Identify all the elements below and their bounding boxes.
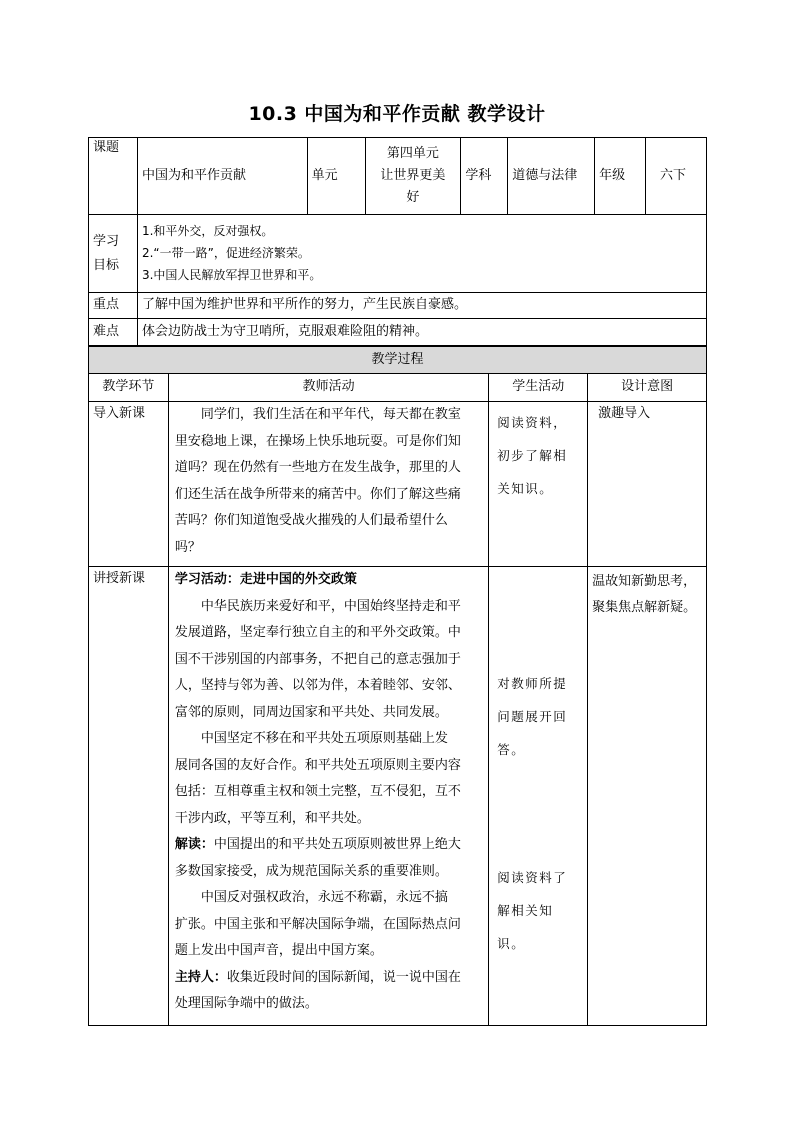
explain-label: 解读： [174,837,214,852]
header-stage: 教学环节 [89,374,169,402]
text-line [175,965,482,992]
activity-title: 学习活动：走进中国的外交政策 [174,572,357,587]
text-line: 人，坚持与邻为善、以邻为伴，本着睦邻、安邻、 [174,678,461,693]
difficulty-value: 体会边防战士为守卫哨所，克服艰难险阻的精神。 [137,319,706,346]
subject-value: 道德与法律 [508,138,595,215]
lesson-info-table [88,137,707,346]
goals-label [89,215,138,293]
unit-value [365,138,461,215]
text-line: 题上发出中国声音，提出中国方案。 [174,943,383,958]
teacher-intro-text [169,402,488,561]
text-line: 干涉内政，平等互利，和平共处。 [174,810,370,826]
student-intro [489,402,588,567]
text-line: 中华民族历来爱好和平，中国始终坚持走和平 [200,598,461,614]
text-line: 多数国家接受，成为规范国际关系的重要准则。 [174,863,448,879]
difficulty-label: 难点 [89,319,138,346]
text-line: 们还生活在战争所带来的痛苦中。你们了解这些痛 [174,486,461,502]
goal-item: 2.“一带一路”，促进经济繁荣。 [141,246,310,260]
text-line: 处理国际争端中的做法。 [174,996,318,1011]
teaching-process-table [88,346,707,1026]
text-line: 道吗？现在仍然有一些地方在发生战争，那里的人 [174,460,461,475]
unit-value-line: 好 [406,190,420,205]
goals-list [137,215,706,293]
intent-lesson [588,567,707,1026]
text-line: 扩张。中国主张和平解决国际争端，在国际热点问 [174,916,461,932]
key-point-label: 重点 [89,293,138,319]
text-line: 中国反对强权政治，永远不称霸，永远不搞 [200,890,448,905]
header-teacher: 教师活动 [168,374,488,402]
unit-value-line: 让世界更美 [380,168,446,183]
text-line: 富邻的原则，同周边国家和平共处、共同发展。 [174,704,448,720]
text-line: 同学们，我们生活在和平年代，每天都在教室 [200,407,461,422]
unit-label: 单元 [307,138,365,215]
text-line: 阅读资料， [497,415,568,430]
host-label: 主持人： [174,969,227,985]
text-line: 吗？ [174,539,201,555]
student-lesson-b [489,766,587,960]
host-text: 收集近段时间的国际新闻，说一说中国在 [226,969,461,985]
text-line: 展同各国的友好合作。和平共处五项原则主要内容 [174,757,461,773]
text-line: 聚集焦点解新疑。 [592,600,697,615]
goal-item: 1.和平外交，反对强权。 [141,224,274,238]
text-line: 关知识。 [497,481,554,496]
student-lesson [489,567,588,1026]
grade-value: 六下 [646,138,707,215]
subject-label: 学科 [461,138,508,215]
text-line: 初步了解相 [497,448,568,463]
explain-text: 中国提出的和平共处五项原则被世界上绝大 [213,837,461,852]
text-line: 里安稳地上课，在操场上快乐地玩耍。可是你们知 [174,433,461,449]
grade-label: 年级 [595,138,646,215]
text-line: 包括：互相尊重主权和领土完整，互不侵犯，互不 [174,784,461,799]
text-line: 国不干涉别国的内部事务，不把自己的意志强加于 [174,651,461,667]
text-line: 问题展开回 [497,709,568,724]
intent-intro: 激趣导入 [588,402,707,567]
document-title: 10.3 中国为和平作贡献 教学设计 [248,103,546,125]
process-section-title: 教学过程 [89,347,707,374]
goal-item: 3.中国人民解放军捍卫世界和平。 [141,268,322,282]
teacher-lesson-text [169,567,488,1018]
header-student: 学生活动 [489,374,588,402]
text-line: 发展道路，坚定奉行独立自主的和平外交政策。中 [174,625,461,640]
text-line [175,832,482,859]
stage-intro: 导入新课 [89,402,169,567]
teacher-lesson [168,567,488,1026]
text-line: 温故知新勤思考， [592,574,697,589]
text-line: 苦吗？你们知道饱受战火摧残的人们最希望什么 [174,513,448,528]
topic-value: 中国为和平作贡献 [137,138,307,215]
unit-value-line: 第四单元 [386,146,439,161]
student-lesson-a [489,567,587,766]
teacher-intro [168,402,488,567]
goals-label-line: 目标 [93,257,120,273]
student-intro-text [489,402,587,505]
text-line: 对教师所提 [497,676,568,691]
text-line: 中国坚定不移在和平共处五项原则基础上发 [200,731,448,746]
topic-label: 课题 [89,138,138,215]
text-line: 答。 [497,742,526,757]
text-line: 阅读资料了 [497,870,568,885]
key-point-value: 了解中国为维护世界和平所作的努力，产生民族自豪感。 [137,293,706,319]
text-line: 解相关知识。 [497,903,554,951]
stage-lesson: 讲授新课 [89,567,169,1026]
header-intent: 设计意图 [588,374,707,402]
goals-label-line: 学习 [93,233,120,249]
